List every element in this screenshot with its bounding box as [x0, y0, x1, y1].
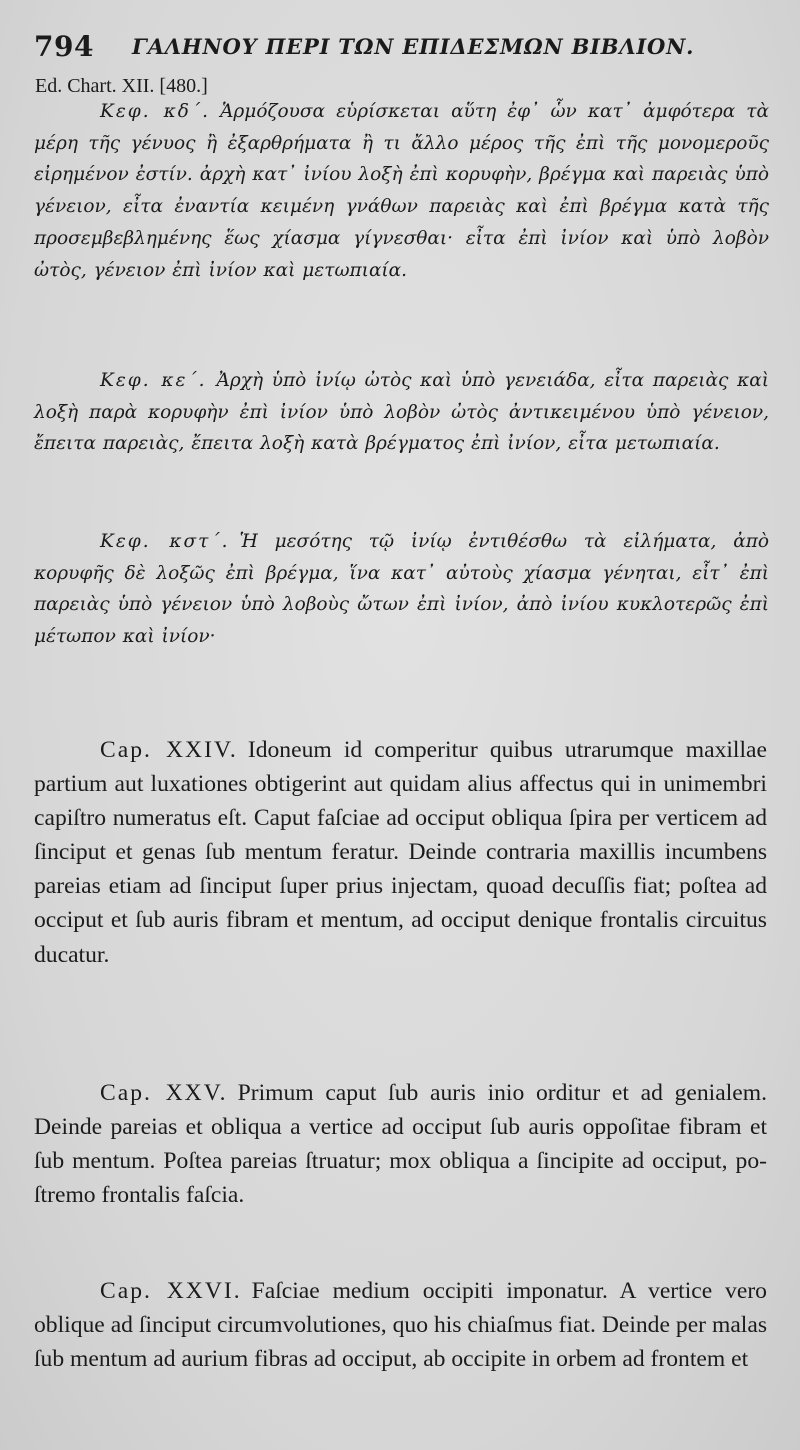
latin-chapter-24	[34, 733, 767, 972]
greek-chapter-26	[34, 526, 769, 653]
latin-chapter-25	[34, 1076, 767, 1212]
page-header	[34, 30, 774, 70]
running-head: ΓΑΛΗΝΟΥ ΠΕΡΙ ΤΩΝ ΕΠΙΔΕΣΜΩΝ ΒΙΒΛΙΟΝ.	[132, 34, 695, 59]
latin-chapter-heading: Cap. XXV.	[100, 1080, 228, 1106]
greek-chapter-text: Ἡ μεσότης τῷ ἰνίῳ ἐντιθέσθω τὰ εἰλήματα, ἀπὸ κορυφῆς δὲ λοξῶς ἐπὶ βρέγμα, ἵνα κατ᾽ αὐτοὺς χίασμα γένηται, εἶτ᾽ ἐπὶ παρειὰς ὑπὸ γένειον ὑπὸ λοβοὺς ὤτων ἐπὶ ἰνίον, ἀπὸ ἰνίου κυκλοτερῶς ἐπὶ μέτωπον καὶ ἰνίον·	[34, 531, 769, 648]
greek-chapter-25	[34, 365, 769, 460]
greek-chapter-24	[34, 96, 769, 286]
greek-chapter-heading: Κεφ. κστ΄.	[100, 531, 230, 552]
page-number: 794	[34, 30, 94, 63]
greek-chapter-text: Ἁρμόζουσα εὑρίσκεται αὕτη ἐφ᾽ ὧν κατ᾽ ἀμφότερα τὰ μέρη τῆς γένυος ἢ ἐξαρθρήματα ἢ τι ἄλλο μέρος τῆς ἐπὶ τῆς μονομεροῦς εἰρημένον ἐστίν. ἀρχὴ κατ᾽ ἰνίου λοξὴ ἐπὶ κορυφὴν, βρέγμα καὶ παρειὰς ὑπὸ γένειον, εἶτα ἐναντία κειμένη γνάθων παρειὰς καὶ ἐπὶ βρέγμα κατὰ τῆς προσεμβεβλημένης ἕως χίασμα γίγνεσθαι· εἶτα ἐπὶ ἰνίον καὶ ὑπὸ λοβὸν ὠτὸς, γένειον ἐπὶ ἰνίον καὶ μετωπιαία.	[34, 101, 769, 281]
latin-chapter-text: Faſciae medium occipiti imponatur. A vertice vero oblique ad ſinciput circumvolutiones, quo his chiaſmus fiat. Deinde per malas ſub mentum ad aurium fibras ad occiput, ab occipite in orbem ad frontem et	[34, 1278, 767, 1373]
greek-chapter-heading: Κεφ. κε΄.	[100, 370, 207, 391]
latin-chapter-text: Idoneum id comperitur quibus utrarumque maxillae partium aut luxationes obtigerint aut quidam alius affectus qui in unimembri capiſtro numeratus eſt. Caput faſciae ad occiput obliqua ſpira per verticem ad ſinciput et genas ſub mentum feratur. Deinde contraria maxillis incumbens pareias etiam ad ſinciput ſuper prius injectam, quoad decuſſis fiat; poſtea ad occiput et ſub auris fibram et mentum, ad occiput denique frontalis circuitus ducatur.	[34, 737, 767, 968]
latin-chapter-26	[34, 1274, 767, 1376]
greek-chapter-heading: Κεφ. κδ΄.	[100, 101, 211, 122]
latin-chapter-text: Primum caput ſub auris inio orditur et ad genialem. Deinde pareias et obliqua a vertice ad occiput ſub auris oppoſitae fibram et ſub mentum. Poſtea pareias ſtruatur; mox obliqua a ſincipite ad occiput, poſtremo frontalis faſcia.	[34, 1080, 767, 1209]
edition-reference: Ed. Chart. XII. [480.]	[35, 75, 208, 97]
greek-chapter-text: Ἀρχὴ ὑπὸ ἰνίῳ ὠτὸς καὶ ὑπὸ γενειάδα, εἶτα παρειὰς καὶ λοξὴ παρὰ κορυφὴν ἐπὶ ἰνίον ὑπὸ λοβὸν ὠτὸς ἀντικειμένου ὑπὸ γένειον, ἔπειτα παρειὰς, ἔπειτα λοξὴ κατὰ βρέγματος ἐπὶ ἰνίον, εἶτα μετωπιαία.	[34, 370, 770, 455]
latin-chapter-heading: Cap. XXVI.	[100, 1278, 242, 1304]
latin-chapter-heading: Cap. XXIV.	[100, 737, 238, 763]
